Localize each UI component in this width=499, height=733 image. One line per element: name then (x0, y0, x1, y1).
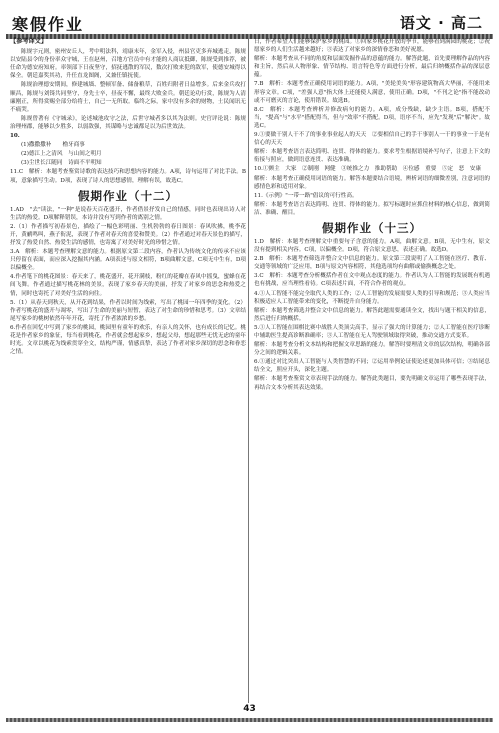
answer-item: 5.①人工智能在围棋比赛中战胜人类顶尖高手，显示了强大的计算能力；②人工智能在医疗诊断中辅助医生提高诊断准确率；③人工智能在无人驾驶领域取得突破，推动交通方式变革。 (254, 324, 490, 339)
header-book-title: 寒假作业 (12, 15, 85, 34)
column-divider (248, 38, 249, 703)
answer-item: 10.①颤主 大家 ②制刚 网健 ③统推之力 推助帮助 ④位感 重要 ⑤定 恶 安康 (254, 166, 482, 173)
answer-item: 1.D 解析：本题考查理解文中重要句子含意的能力。A项，曲解文意。B项，无中生有，原文没有提到相关内容。C项，以偏概全。D项，符合原文意思，表述正确。故选D。 (254, 238, 490, 254)
answer-explanation: 解析：本题考查语言表达简明、连贯、得体的能力。要求考生根据语境补写句子，注意上下文的衔接与照应，做到语意连贯、表达准确。 (254, 149, 490, 164)
page-header (6, 12, 493, 32)
answer-item: 1.AD "去"读法，"一种"是说春天百花盛开，作者借景抒发自己的情感，同时也表现出诗人对生活的热爱。D项解释错误，本诗并没有写到作者的离别之情。 (10, 206, 246, 221)
answer-item: 11.《示例》"一带一路"倡议的可行性高。 (254, 192, 358, 199)
answer-item: 日，作者希望人们能够保护家乡的桃园。①回家乡桃花开放的季节，能够看到满园的桃花；②祝愿家乡的人们生活越来越好；③表达了对家乡的深情眷恋和美好祝愿。 (254, 39, 490, 54)
answer-explanation: 解析：本题考查语言表达简明、连贯、得体的能力。拟写标题时应抓住材料的核心信息，做到简洁、准确、醒目。 (254, 201, 490, 216)
answer-line: (1)撒撒撒补 橹牙商事 (21, 142, 85, 149)
answer-item: 4.作者笔下的桃花图景：春天来了，桃花盛开，花开满枝，粉红的花瓣在春风中摇曳，蜜蜂在花间飞舞。作者通过描写桃花林的美景，表现了家乡春天的美丽，抒发了对家乡的思念和热爱之情，同时也寄托了对美好生活的向往。 (10, 274, 246, 297)
page-number: 43 (243, 704, 256, 714)
answer-number: 10. (10, 133, 20, 140)
footer-decor-band (6, 718, 493, 722)
answer-item: 2.B 解析：本题考查筛选并整合文中信息的能力。原文第三段说明了人工智能在医疗、教育、交通等领域的广泛应用，B项与原文内容相符，其他选项均有曲解或偷换概念之处。 (254, 256, 490, 271)
answer-item: 6.作者在回忆中写到了家乡的桃园，桃园里有童年的欢乐，有亲人的关怀，也有成长的记忆。桃花是作者家乡的象征，每当看到桃花，作者就会想起家乡，想起父母，想起那些无忧无虑的童年时光。文章以桃花为线索贯穿全文，结构严谨，情感真挚，表达了作者对家乡深切的思念和眷恋之情。 (10, 324, 246, 356)
answer-item: 5.（1）从春天到秋天，从开花到结果，作者以时间为线索，写出了桃园一年四季的变化。（2）作者写桃花的盛开与凋零，写出了生命的美丽与短暂，表达了对生命的珍惜和思考。（3）文章结尾写家乡的桃树依然年年开花，寄托了作者浓浓的乡愁。 (10, 299, 246, 322)
left-column (10, 38, 246, 357)
answer-item: 3.C 解析：本题考查分析概括作者在文中观点态度的能力。作者认为人工智能的发展既有机遇也有挑战，应当理性看待。C项表述片面，不符合作者的观点。 (254, 273, 490, 288)
answer-item: 3.A 解析：本题考查理解文意的能力。根据原文第二段内容，作者认为传统文化的传承不应该只停留在表面，而应深入挖掘其内涵。A项表述与原文相符，B项曲解文意，C项无中生有，D项以偏概全。 (10, 249, 246, 272)
translation-paragraph: 陈规曾著有《守城录》，论述城池攻守之法，后世守城者多以其为法则。史官评论说：陈规治理州郡，能够以少胜多，以弱敌强，其谋略与忠诚都足以为后世效法。 (10, 115, 246, 130)
right-column (254, 38, 490, 393)
answer-item: 11.C 解析：本题考查鉴赏诗歌的表达技巧和思想内容的能力。A项，诗句运用了对比手法。B项，意象描写生动。D项，表现了诗人的思想感情，理解有误，故选C。 (10, 169, 246, 184)
header-subject-grade: 语文 · 高二 (399, 14, 483, 32)
answer-explanation: 解析：本题考查分析文本结构和把握文章思路的能力。解答时要理清文章的层次结构，明确各部分之间的逻辑关系。 (254, 342, 490, 357)
reference-translation-title: 【参考译文】 (10, 38, 48, 45)
translation-paragraph: 陈规治理德安期间，修建城墙、整顿军备、储备粮草，百姓归附者日益增多。后来金兵攻打顺昌，陈规与刘锜共同坚守，身先士卒，昼夜不懈，最终大败金兵。朝廷论功行赏，陈规为人清廉刚正，所得赏赐全部分给将士，自己一无所取。临终之际，家中没有多余的财物，士民闻讯无不痛哭。 (10, 82, 246, 113)
answer-explanation: 解析：本题考查鉴赏文章表现手法的能力。解答此类题目，要先明确文章运用了哪些表现手法，再结合文本分析其表达效果。 (254, 376, 490, 391)
answer-explanation: 解析：本题考查正确使用词语的能力。解答本题要结合语境，辨析词语的细微差别，注意词语的感情色彩和适用对象。 (254, 175, 490, 190)
answer-explanation: 解析：本题考查从不同的角度和层面发掘作品的意蕴的能力。解答此题，首先要理解作品的内容和主旨，然后从人物形象、情节结构、语言特色等方面进行分析，最后归纳概括作品的深层意蕴。 (254, 56, 490, 79)
answer-item: 4.①人工智能不能完全取代人类的工作；②人工智能的发展需要人类的引导和规范；③人类应当积极适应人工智能带来的变化，不断提升自身能力。 (254, 290, 490, 305)
answer-explanation: 解析：本题考查筛选并整合文中信息的能力。解答此题需要通读全文，找出与题干相关的信息，然后进行归纳概括。 (254, 307, 490, 322)
answer-item: 6.①通过对比突出人工智能与人类智慧的不同；②运用举例论证使论述更加具体可信；③结尾总结全文，照应开头，深化主题。 (254, 359, 490, 374)
answer-line: (3)尘世长江随同 诗面不平明知 (21, 160, 102, 167)
answer-line: (2)德江上之清风 与山间之明月 (21, 151, 102, 158)
answer-item: 2.（1）作者描写初春景色，描绘了一幅色彩明丽、生机勃勃的春日图景：春风吹拂，桃李花开，黄鹂鸣叫，燕子衔泥，表现了作者对春天的喜爱和赞美。（2）作者通过对春天景色的描写，抒发了热爱自然、热爱生活的感情，也寄寓了对美好时光的珍惜之情。 (10, 223, 246, 246)
answer-item: 8.C 解析：本题考查辨析并修改病句的能力。A项，成分残缺，缺少主语。B项，搭配不当，"提高"与"水平"搭配得当，但与"效率"不搭配。D项，语序不当，应先"发现"后"解决"。故选C。 (254, 106, 490, 129)
section-title: 假期作业（十三） (322, 220, 422, 235)
answer-item: 7.B 解析：本题考查正确使用词语的能力。A项，"美轮美奂"形容建筑物高大华丽，不能用来形容文章。C项，"差强人意"指大体上还能使人满意，使用正确。D项，"不刊之论"指不能改动或不可磨灭的言论，使用错误。故选B。 (254, 81, 490, 104)
answer-item: 9.①要做干别人干不了的事业事业起人的天天 ②要相信自己的手干事别人一干的事业一于是有信心的天天 (254, 132, 490, 147)
translation-paragraph: 陈规字元则，密州安丘人，考中明法科，靖康末年，金军入侵，州县官吏多弃城逃走，陈规以安陆县令的身份率众守城，王在赵州，召地方官员中有才能的人商议抵御，陈规受到推荐，被任命为德安府知府。率领部下日夜坚守，招抚逃散的军民，数次打败来犯的敌军，使德安城得以保全。朝廷嘉奖其功，升任直龙图阁，又兼任镇抚使。 (10, 49, 246, 80)
section-title: 假期作业（十二） (78, 188, 178, 203)
